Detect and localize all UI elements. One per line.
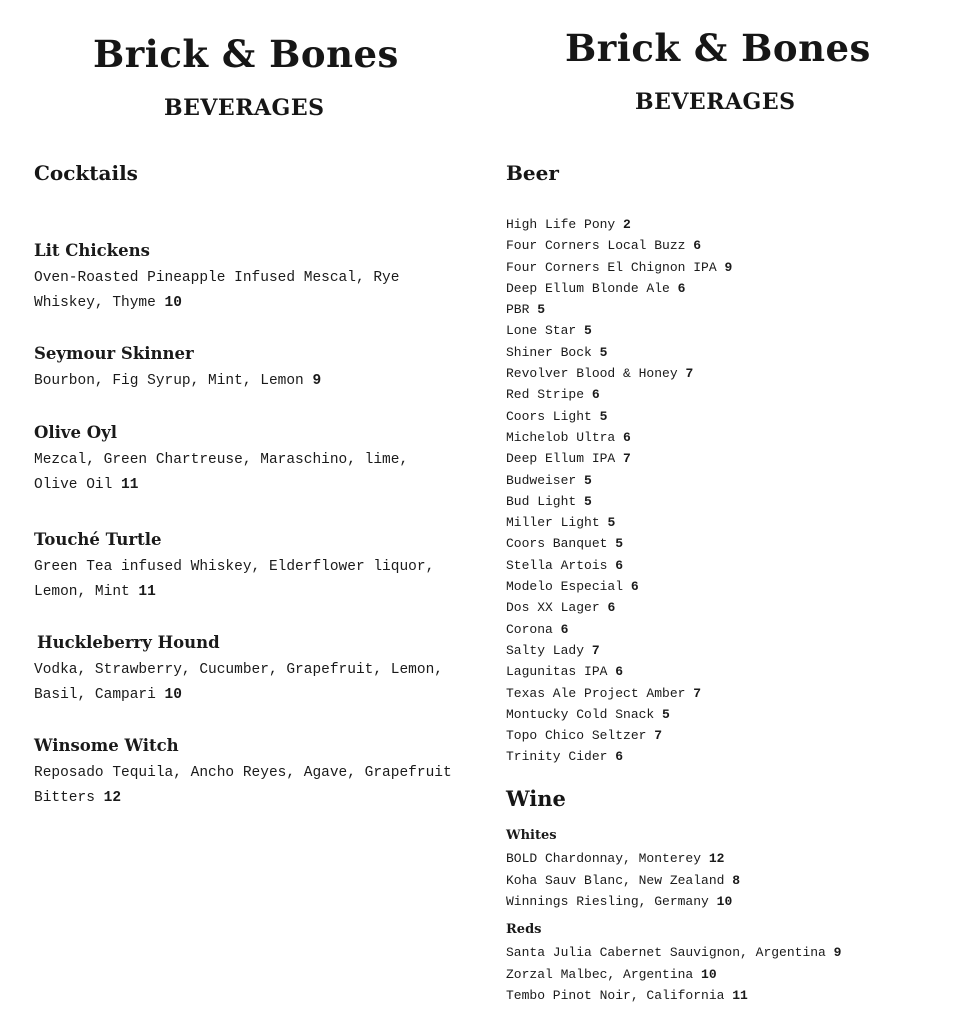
cocktail-description: [34, 369, 454, 394]
beer-price: 2: [623, 217, 631, 232]
cocktails-heading: Cocktails: [34, 161, 138, 185]
beer-price: 7: [654, 728, 663, 744]
beer-name: Topo Chico Seltzer: [506, 728, 647, 744]
cocktail-ingredients: Reposado Tequila, Ancho Reyes, Agave, Grapefruit Bitters: [34, 765, 452, 806]
cocktail-item: [34, 343, 474, 394]
beer-name: Lagunitas IPA: [506, 664, 608, 680]
wine-price: 11: [732, 988, 748, 1003]
beer-name: Michelob Ultra: [506, 429, 616, 445]
reds-heading: Reds: [506, 922, 542, 937]
beer-item: [506, 235, 732, 256]
beer-name: Four Corners Local Buzz: [506, 238, 686, 254]
beer-item: [506, 384, 732, 405]
beer-item: [506, 214, 732, 235]
cocktail-description: [34, 761, 454, 811]
beer-price: 5: [584, 323, 592, 339]
beer-name: Deep Ellum IPA: [506, 451, 616, 467]
beer-name: Deep Ellum Blonde Ale: [506, 280, 670, 296]
beer-price: 6: [623, 429, 631, 445]
beer-item: [506, 725, 732, 746]
beer-price: 5: [584, 493, 592, 509]
cocktail-ingredients: Vodka, Strawberry, Cucumber, Grapefruit, Lemon, Basil, Campari: [34, 662, 443, 703]
beer-name: Texas Ale Project Amber: [506, 685, 686, 701]
beer-price: 6: [560, 621, 569, 637]
beer-name: Four Corners El Chignon IPA: [506, 259, 717, 275]
beer-item: [506, 406, 732, 427]
beer-price: 7: [623, 451, 631, 467]
cocktail-description: [34, 658, 454, 708]
cocktail-name: Touché Turtle: [34, 530, 162, 549]
beer-item: [506, 597, 732, 618]
cocktail-price: 11: [121, 477, 139, 493]
cocktail-name: Olive Oyl: [34, 423, 117, 442]
beer-price: 7: [685, 366, 694, 382]
cocktail-item: [34, 240, 474, 316]
cocktail-ingredients: Oven-Roasted Pineapple Infused Mescal, Rye Whiskey, Thyme: [34, 270, 400, 311]
beer-item: [506, 278, 732, 299]
beer-name: Coors Light: [506, 408, 592, 424]
beer-price: 6: [615, 749, 624, 765]
beer-item: [506, 363, 732, 384]
wine-price: 12: [708, 851, 725, 866]
cocktail-price: 12: [103, 790, 122, 806]
wine-item: [506, 985, 841, 1007]
cocktail-ingredients: Bourbon, Fig Syrup, Mint, Lemon: [34, 373, 304, 389]
wine-heading: Wine: [506, 786, 566, 811]
cocktail-price: 9: [312, 373, 322, 389]
beer-name: Coors Banquet: [506, 536, 608, 552]
beer-name: Dos XX Lager: [506, 600, 600, 616]
cocktail-price: 10: [164, 295, 182, 311]
beer-item: [506, 533, 732, 554]
beer-item: [506, 491, 732, 512]
cocktail-description: [34, 266, 454, 316]
beer-name: Shiner Bock: [506, 344, 592, 360]
beer-name: Montucky Cold Snack: [506, 706, 655, 722]
beer-price: 5: [615, 536, 624, 552]
beer-price: 6: [693, 238, 702, 254]
beverages-subtitle: BEVERAGES: [635, 89, 796, 115]
beer-price: 6: [630, 579, 639, 595]
cocktail-item: [34, 632, 477, 708]
wine-price: 10: [716, 894, 733, 909]
cocktail-description: [34, 555, 454, 605]
beer-price: 5: [599, 344, 608, 360]
beer-price: 5: [584, 472, 592, 488]
wine-name: Santa Julia Cabernet Sauvignon, Argentina: [506, 945, 826, 960]
wine-item: [506, 848, 740, 870]
cocktail-name: Winsome Witch: [34, 736, 179, 755]
beer-item: [506, 320, 732, 341]
brand-title: Brick & Bones: [565, 26, 871, 70]
beer-heading: Beer: [506, 161, 559, 185]
cocktail-name: Lit Chickens: [34, 241, 150, 260]
beer-name: Lone Star: [506, 323, 577, 339]
beverages-subtitle: BEVERAGES: [164, 95, 325, 121]
cocktail-item: [34, 422, 474, 498]
whites-heading: Whites: [506, 828, 557, 843]
beer-price: 6: [677, 280, 686, 296]
beer-name: Salty Lady: [506, 642, 585, 658]
beer-price: 6: [615, 557, 624, 573]
wine-item: [506, 964, 841, 986]
beer-name: Bud Light: [506, 493, 577, 509]
wine-name: Zorzal Malbec, Argentina: [506, 966, 694, 982]
beer-item: [506, 661, 732, 682]
reds-list: [506, 942, 841, 1007]
wine-name: Tembo Pinot Noir, California: [506, 988, 725, 1003]
wine-price: 8: [732, 872, 741, 888]
cocktail-description: [34, 448, 454, 498]
wine-name: Koha Sauv Blanc, New Zealand: [506, 872, 725, 888]
wine-name: BOLD Chardonnay, Monterey: [506, 851, 702, 866]
beer-name: Budweiser: [506, 472, 577, 488]
beer-name: Trinity Cider: [506, 749, 608, 765]
wine-price: 9: [833, 945, 842, 960]
beer-item: [506, 619, 732, 640]
beer-price: 5: [537, 302, 546, 318]
beer-item: [506, 257, 732, 278]
beer-name: Red Stripe: [506, 387, 585, 403]
beer-name: Corona: [506, 621, 553, 637]
beer-item: [506, 470, 732, 491]
beer-item: [506, 299, 732, 320]
beer-price: 6: [607, 600, 616, 616]
beer-name: Revolver Blood & Honey: [506, 366, 678, 382]
beer-price: 7: [591, 642, 600, 658]
cocktail-item: [34, 735, 474, 811]
beer-name: Miller Light: [506, 515, 600, 531]
beer-price: 6: [615, 664, 624, 680]
wine-item: [506, 942, 841, 964]
whites-list: [506, 848, 740, 913]
cocktail-price: 10: [164, 687, 182, 703]
beer-list: [506, 214, 732, 768]
beer-price: 5: [662, 706, 670, 722]
cocktail-price: 11: [138, 584, 156, 600]
cocktail-ingredients: Mezcal, Green Chartreuse, Maraschino, lime, Olive Oil: [34, 452, 409, 493]
beer-name: Modelo Especial: [506, 579, 624, 595]
wine-item: [506, 891, 740, 913]
beer-name: High Life Pony: [506, 217, 616, 232]
beer-item: [506, 427, 732, 448]
wine-item: [506, 870, 740, 892]
cocktail-name: Huckleberry Hound: [37, 633, 220, 652]
wine-name: Winnings Riesling, Germany: [506, 894, 709, 909]
beer-name: PBR: [506, 302, 530, 318]
beer-item: [506, 555, 732, 576]
cocktail-name: Seymour Skinner: [34, 344, 194, 363]
beer-item: [506, 704, 732, 725]
beer-price: 9: [724, 259, 733, 275]
beer-price: 7: [693, 685, 702, 701]
beer-price: 5: [599, 408, 608, 424]
beer-item: [506, 640, 732, 661]
beer-price: 5: [607, 515, 616, 531]
beer-name: Stella Artois: [506, 557, 608, 573]
beer-item: [506, 746, 732, 767]
brand-title: Brick & Bones: [93, 32, 399, 76]
beer-item: [506, 342, 732, 363]
cocktail-item: [34, 529, 474, 605]
beer-item: [506, 448, 732, 469]
cocktail-ingredients: Green Tea infused Whiskey, Elderflower liquor, Lemon, Mint: [34, 559, 435, 600]
beer-price: 6: [591, 387, 600, 403]
beer-item: [506, 576, 732, 597]
beer-item: [506, 683, 732, 704]
wine-price: 10: [701, 966, 717, 982]
beer-item: [506, 512, 732, 533]
